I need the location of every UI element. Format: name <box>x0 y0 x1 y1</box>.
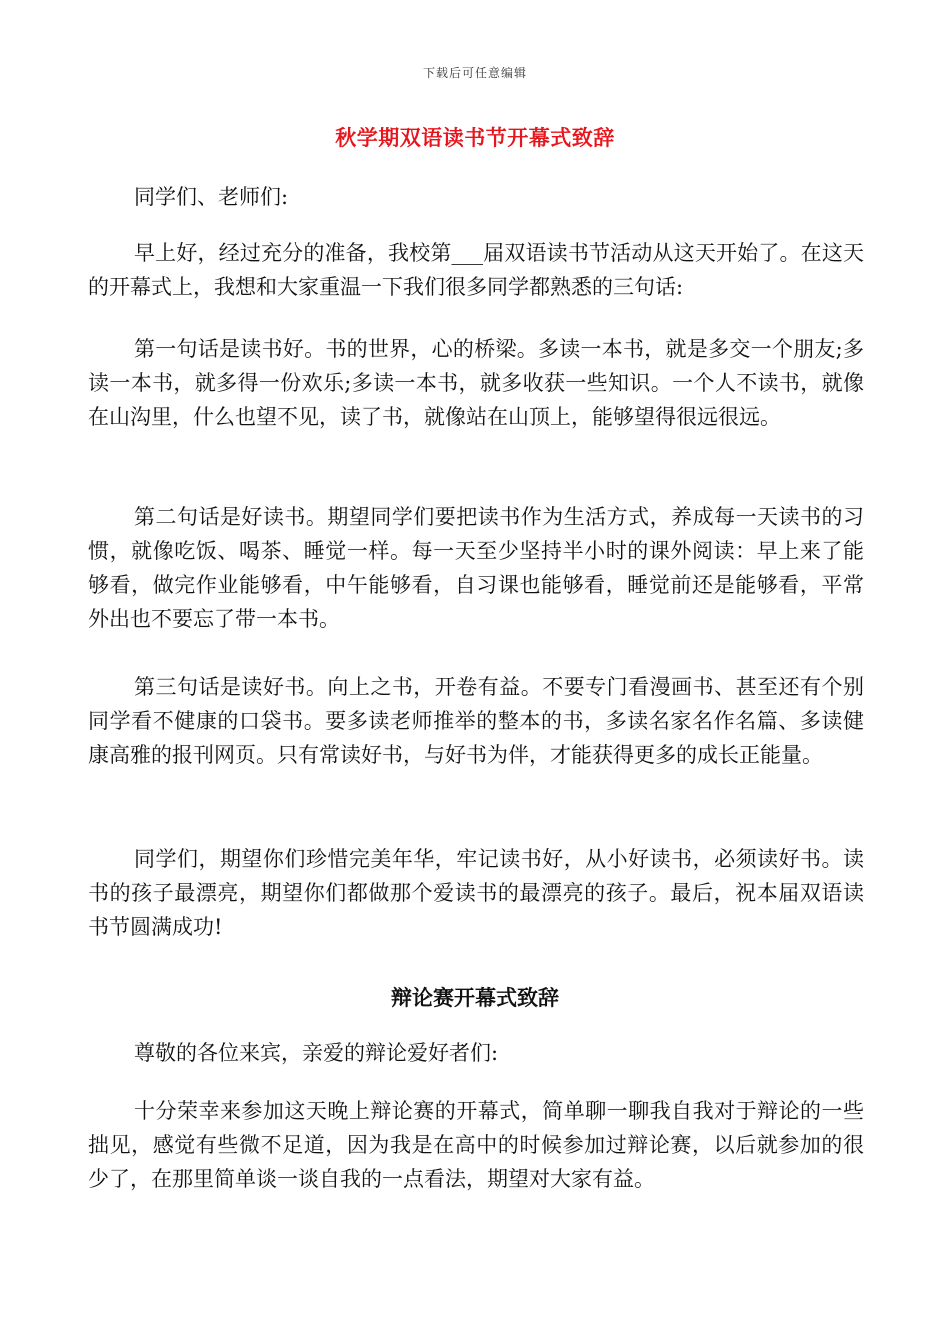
section1-greeting: 同学们、老师们: <box>134 185 289 209</box>
section2-title: 辩论赛开幕式致辞 <box>391 985 559 1010</box>
section1-paragraph-4: 第三句话是读好书。向上之书，开卷有益。不要专门看漫画书、甚至还有个别同学看不健康的口袋书。要多读老师推举的整本的书，多读名家名作名篇、多读健康高雅的报刊网页。只有常读好书，与好书为伴，才能获得更多的成长正能量。 <box>88 675 864 767</box>
section2-paragraph-1: 十分荣幸来参加这天晚上辩论赛的开幕式，简单聊一聊我自我对于辩论的一些拙见，感觉有些微不足道，因为我是在高中的时候参加过辩论赛，以后就参加的很少了，在那里简单谈一谈自我的一点看法，期望对大家有益。 <box>88 1099 864 1191</box>
header-note: 下载后可任意编辑 <box>422 66 527 80</box>
section2-greeting: 尊敬的各位来宾，亲爱的辩论爱好者们: <box>134 1041 499 1065</box>
section1-paragraph-2: 第一句话是读书好。书的世界，心的桥梁。多读一本书，就是多交一个朋友;多读一本书，就多得一份欢乐;多读一本书，就多收获一些知识。一个人不读书，就像在山沟里，什么也望不见，读了书，就像站在山顶上，能够望得很远很远。 <box>88 337 864 429</box>
section1-paragraph-3: 第二句话是好读书。期望同学们要把读书作为生活方式，养成每一天读书的习惯，就像吃饭、喝茶、睡觉一样。每一天至少坚持半小时的课外阅读：早上来了能够看，做完作业能够看，中午能够看，自习课也能够看，睡觉前还是能够看，平常外出也不要忘了带一本书。 <box>88 505 864 631</box>
section1-paragraph-1: 早上好，经过充分的准备，我校第___届双语读书节活动从这天开始了。在这天的开幕式上，我想和大家重温一下我们很多同学都熟悉的三句话: <box>88 241 864 299</box>
section1-paragraph-5: 同学们，期望你们珍惜完美年华，牢记读书好，从小好读书，必须读好书。读书的孩子最漂亮，期望你们都做那个爱读书的最漂亮的孩子。最后，祝本届双语读书节圆满成功! <box>88 847 864 939</box>
section1-title: 秋学期双语读书节开幕式致辞 <box>335 125 615 150</box>
